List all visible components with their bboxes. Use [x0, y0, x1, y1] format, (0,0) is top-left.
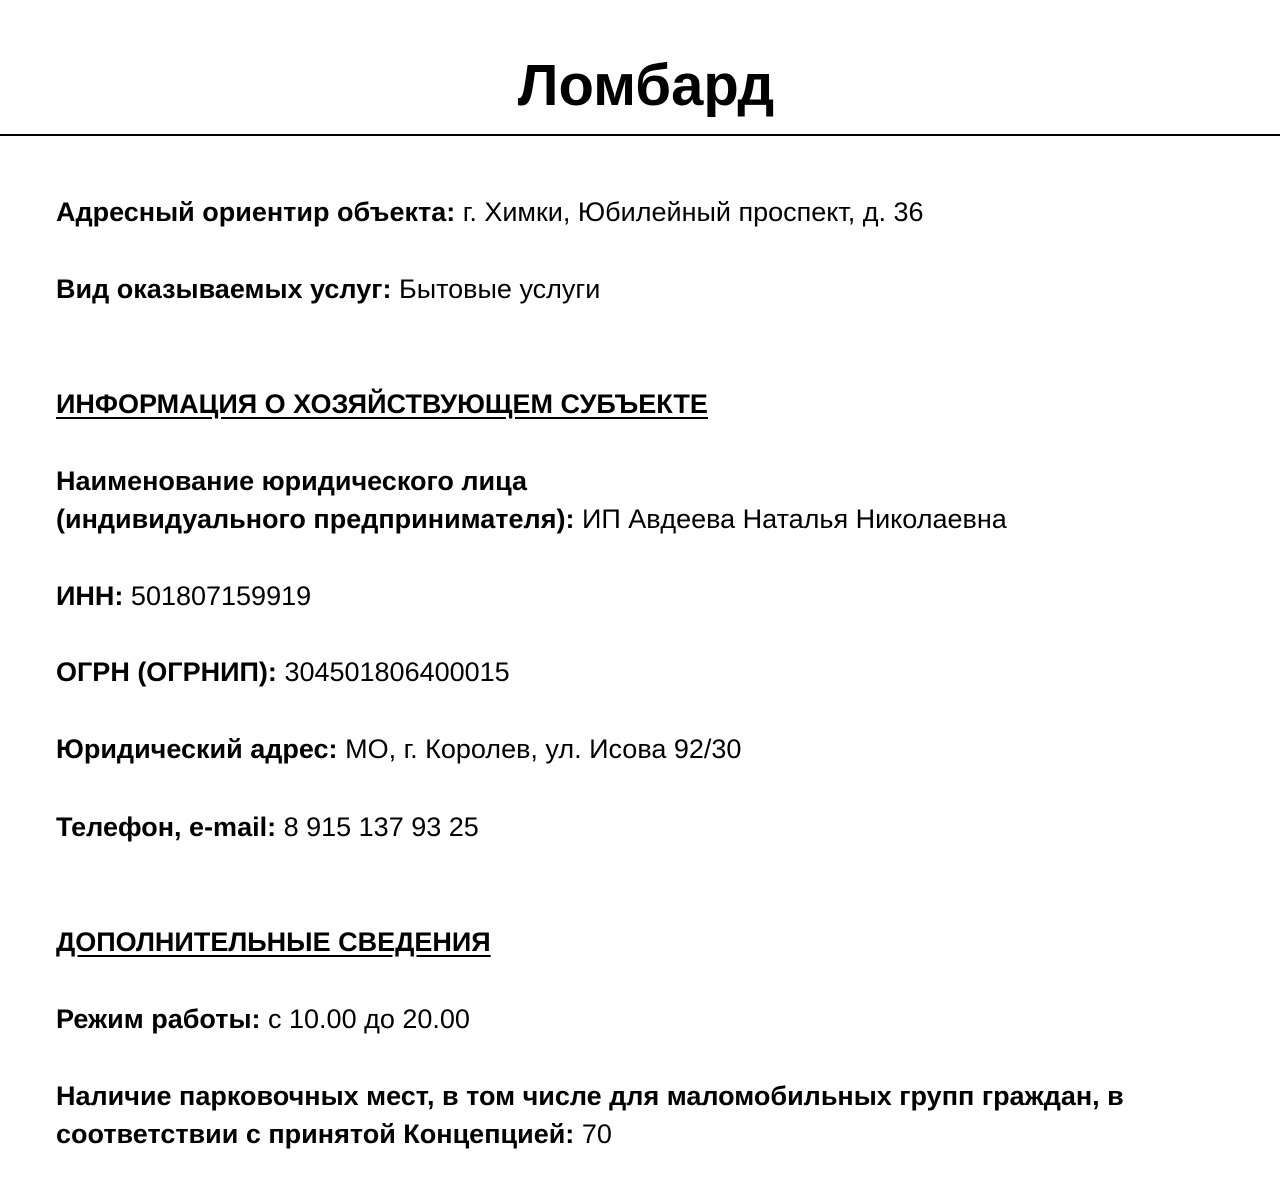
object-address-label: Адресный ориентир объекта: — [56, 197, 456, 227]
entity-name-row — [56, 462, 1236, 538]
inn-value: 501807159919 — [130, 581, 312, 611]
inn-row — [56, 577, 1236, 615]
entity-name-value: ИП Авдеева Наталья Николаевна — [581, 504, 1007, 534]
contact-value: 8 915 137 93 25 — [283, 812, 479, 842]
object-address-value: г. Химки, Юбилейный проспект, д. 36 — [462, 197, 924, 227]
entity-name-label-line1: Наименование юридического лица — [56, 466, 528, 496]
ogrn-value: 304501806400015 — [284, 657, 510, 687]
entity-section-heading: ИНФОРМАЦИЯ О ХОЗЯЙСТВУЮЩЕМ СУБЪЕКТЕ — [56, 389, 708, 419]
additional-section-heading: ДОПОЛНИТЕЛЬНЫЕ СВЕДЕНИЯ — [56, 927, 491, 957]
parking-label-line2: соответствии с принятой Концепцией: — [56, 1119, 575, 1149]
working-hours-label: Режим работы: — [56, 1004, 261, 1034]
object-address-row — [56, 193, 1236, 231]
legal-address-label: Юридический адрес: — [56, 734, 338, 764]
legal-address-value: МО, г. Королев, ул. Исова 92/30 — [345, 734, 742, 764]
ogrn-label: ОГРН (ОГРНИП): — [56, 657, 277, 687]
title-divider — [0, 134, 1280, 136]
service-type-label: Вид оказываемых услуг: — [56, 274, 392, 304]
parking-value: 70 — [581, 1119, 612, 1149]
service-type-value: Бытовые услуги — [398, 274, 601, 304]
inn-label: ИНН: — [56, 581, 124, 611]
working-hours-value: с 10.00 до 20.00 — [268, 1004, 470, 1034]
legal-address-row — [56, 730, 1236, 768]
parking-row — [56, 1077, 1236, 1153]
page-title: Ломбард — [517, 53, 775, 118]
entity-name-label-line2: (индивидуального предпринимателя): — [56, 504, 575, 534]
ogrn-row — [56, 653, 1236, 691]
parking-label-line1: Наличие парковочных мест, в том числе для маломобильных групп граждан, в — [56, 1081, 1124, 1111]
contact-row — [56, 808, 1236, 846]
service-type-row — [56, 270, 1236, 308]
working-hours-row — [56, 1000, 1236, 1038]
contact-label: Телефон, e-mail: — [56, 812, 277, 842]
